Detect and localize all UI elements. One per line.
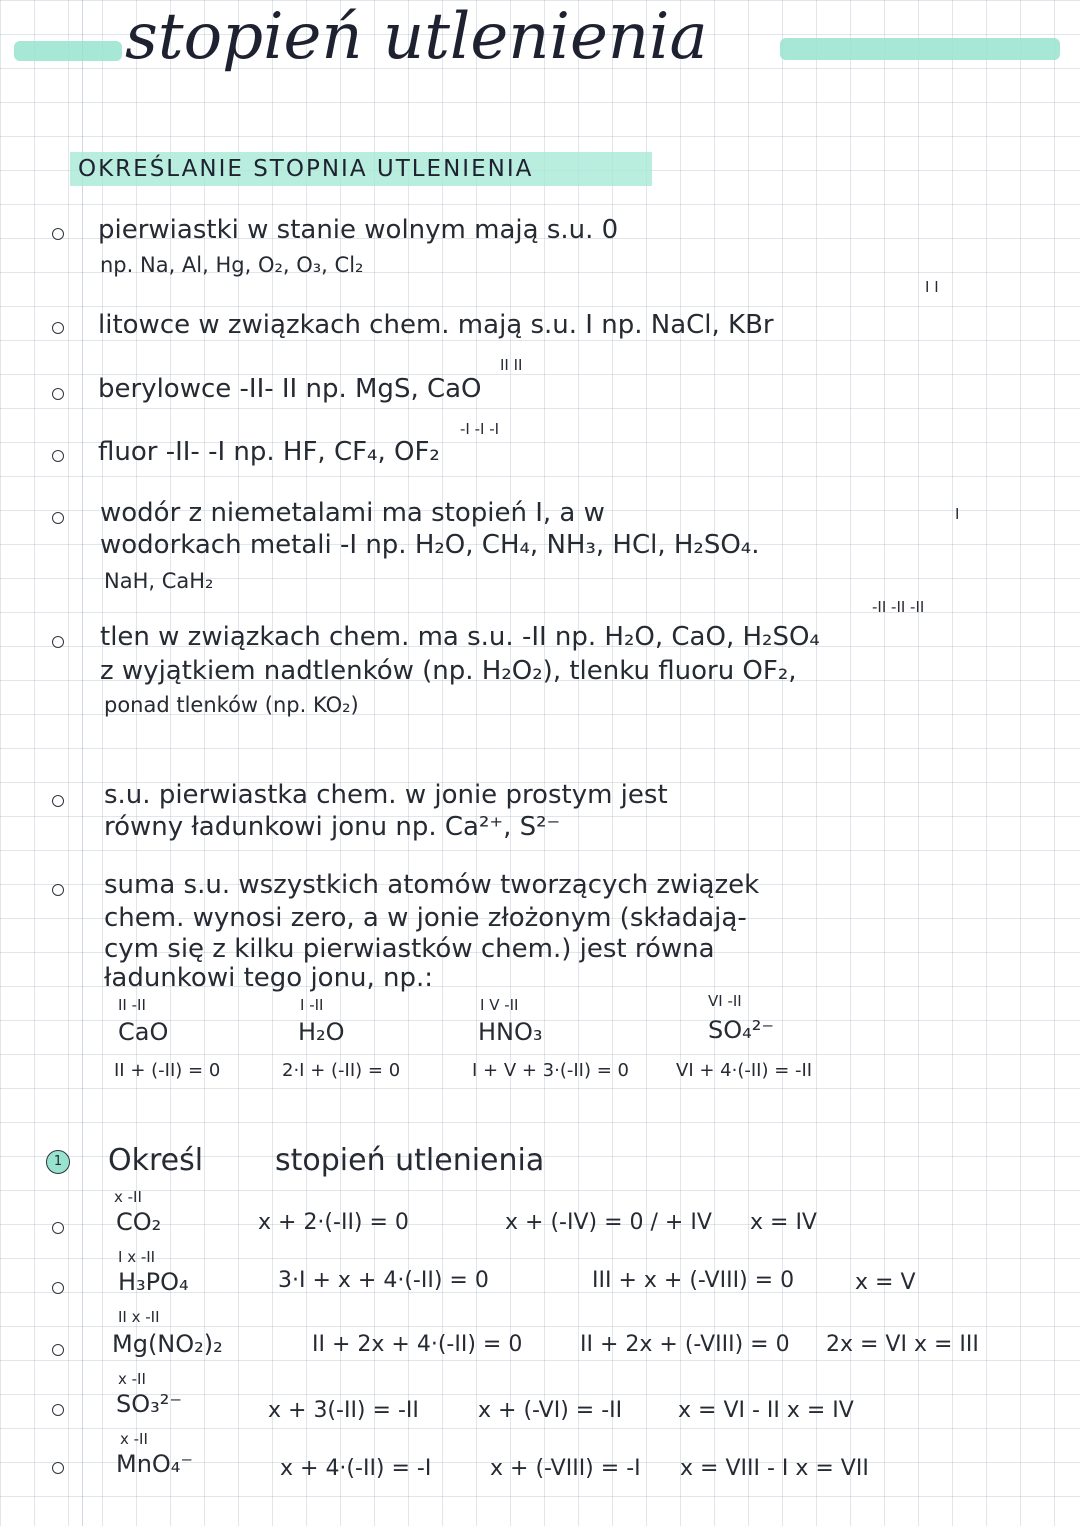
- rule-1-line-1: pierwiastki w stanie wolnym mają s.u. 0: [98, 215, 619, 245]
- rule-5-line-1: wodór z niemetalami ma stopień I, a w: [100, 498, 605, 528]
- rule-6-line-2: z wyjątkiem nadtlenków (np. H₂O₂), tlenku fluoru OF₂,: [100, 656, 797, 686]
- rule-1-line-2: np. Na, Al, Hg, O₂, O₃, Cl₂: [100, 253, 364, 277]
- item-eq-3: x = VIII - I x = VII: [680, 1456, 869, 1481]
- item-formula: Mg(NO₂)₂: [112, 1330, 223, 1358]
- item-eq-1: 3·I + x + 4·(-II) = 0: [278, 1268, 489, 1293]
- rule-3-line: berylowce -II- II np. MgS, CaO: [98, 374, 482, 404]
- bullet-icon: [52, 228, 64, 240]
- rule-7-line-2: równy ładunkowi jonu np. Ca²⁺, S²⁻: [104, 812, 561, 842]
- example-marks: VI -II: [708, 992, 742, 1010]
- item-eq-3: x = IV: [750, 1210, 817, 1235]
- item-eq-1: II + 2x + 4·(-II) = 0: [312, 1332, 523, 1357]
- item-formula: H₃PO₄: [118, 1268, 189, 1296]
- section-heading: OKREŚLANIE STOPNIA UTLENIENIA: [78, 156, 534, 182]
- exercise-number-badge: 1: [46, 1150, 70, 1174]
- example-marks: II -II: [118, 996, 146, 1014]
- item-eq-2: x + (-VIII) = -I: [490, 1456, 641, 1481]
- example-calc: 2·I + (-II) = 0: [282, 1060, 401, 1081]
- bullet-icon: [52, 388, 64, 400]
- rule-5-marks: I: [955, 505, 960, 523]
- example-calc: I + V + 3·(-II) = 0: [472, 1060, 629, 1081]
- rule-5-line-3: NaH, CaH₂: [104, 569, 214, 593]
- example-formula: SO₄²⁻: [708, 1016, 775, 1044]
- bullet-icon: [52, 512, 64, 524]
- item-marks: I x -II: [118, 1248, 156, 1266]
- example-formula: HNO₃: [478, 1018, 543, 1046]
- rule-5-line-2: wodorkach metali -I np. H₂O, CH₄, NH₃, HCl, H₂SO₄.: [100, 530, 760, 560]
- page-title: stopień utlenienia: [125, 0, 708, 74]
- item-eq-3: 2x = VI x = III: [826, 1332, 979, 1357]
- example-calc: VI + 4·(-II) = -II: [676, 1060, 813, 1081]
- example-marks: I -II: [300, 996, 324, 1014]
- exercise-instruction-2: stopień utlenienia: [275, 1143, 545, 1178]
- example-calc: II + (-II) = 0: [114, 1060, 221, 1081]
- title-highlight-right: [780, 38, 1060, 60]
- example-marks: I V -II: [480, 996, 519, 1014]
- title-highlight-left: [14, 41, 122, 61]
- rule-6-line-3: ponad tlenków (np. KO₂): [104, 693, 359, 717]
- rule-8-line-3: cym się z kilku pierwiastków chem.) jest równa: [104, 934, 715, 964]
- rule-2-marks: I I: [925, 278, 939, 296]
- rule-6-line-1: tlen w związkach chem. ma s.u. -II np. H₂O, CaO, H₂SO₄: [100, 622, 820, 652]
- item-marks: x -II: [120, 1430, 148, 1448]
- rule-6-marks: -II -II -II: [872, 598, 925, 616]
- rule-2-line: litowce w związkach chem. mają s.u. I np. NaCl, KBr: [98, 310, 774, 340]
- bullet-icon: [52, 450, 64, 462]
- bullet-icon: [52, 322, 64, 334]
- rule-4-marks: -I -I -I: [460, 420, 500, 438]
- rule-8-line-1: suma s.u. wszystkich atomów tworzących związek: [104, 870, 760, 900]
- item-eq-2: x + (-IV) = 0 / + IV: [505, 1210, 712, 1235]
- item-eq-3: x = V: [855, 1270, 916, 1295]
- item-marks: x -II: [114, 1188, 142, 1206]
- item-eq-1: x + 3(-II) = -II: [268, 1398, 419, 1423]
- item-eq-2: III + x + (-VIII) = 0: [592, 1268, 795, 1293]
- example-formula: H₂O: [298, 1018, 345, 1046]
- bullet-icon: [52, 795, 64, 807]
- item-formula: MnO₄⁻: [116, 1450, 194, 1478]
- rule-8-line-4: ładunkowi tego jonu, np.:: [104, 963, 434, 993]
- rule-7-line-1: s.u. pierwiastka chem. w jonie prostym jest: [104, 780, 668, 810]
- item-marks: II x -II: [118, 1308, 160, 1326]
- item-formula: SO₃²⁻: [116, 1390, 183, 1418]
- rule-4-line: fluor -II- -I np. HF, CF₄, OF₂: [98, 437, 440, 467]
- item-marks: x -II: [118, 1370, 146, 1388]
- item-eq-2: x + (-VI) = -II: [478, 1398, 623, 1423]
- item-eq-1: x + 2·(-II) = 0: [258, 1210, 409, 1235]
- bullet-icon: [52, 1222, 64, 1234]
- bullet-icon: [52, 1462, 64, 1474]
- rule-3-marks: II II: [500, 356, 523, 374]
- exercise-instruction: Określ: [108, 1143, 204, 1178]
- item-eq-1: x + 4·(-II) = -I: [280, 1456, 432, 1481]
- bullet-icon: [52, 884, 64, 896]
- bullet-icon: [52, 1344, 64, 1356]
- bullet-icon: [52, 1404, 64, 1416]
- example-formula: CaO: [118, 1018, 169, 1046]
- bullet-icon: [52, 636, 64, 648]
- item-eq-3: x = VI - II x = IV: [678, 1398, 854, 1423]
- item-eq-2: II + 2x + (-VIII) = 0: [580, 1332, 790, 1357]
- rule-8-line-2: chem. wynosi zero, a w jonie złożonym (składają-: [104, 903, 747, 933]
- margin-line: [82, 0, 83, 1526]
- bullet-icon: [52, 1282, 64, 1294]
- item-formula: CO₂: [116, 1208, 162, 1236]
